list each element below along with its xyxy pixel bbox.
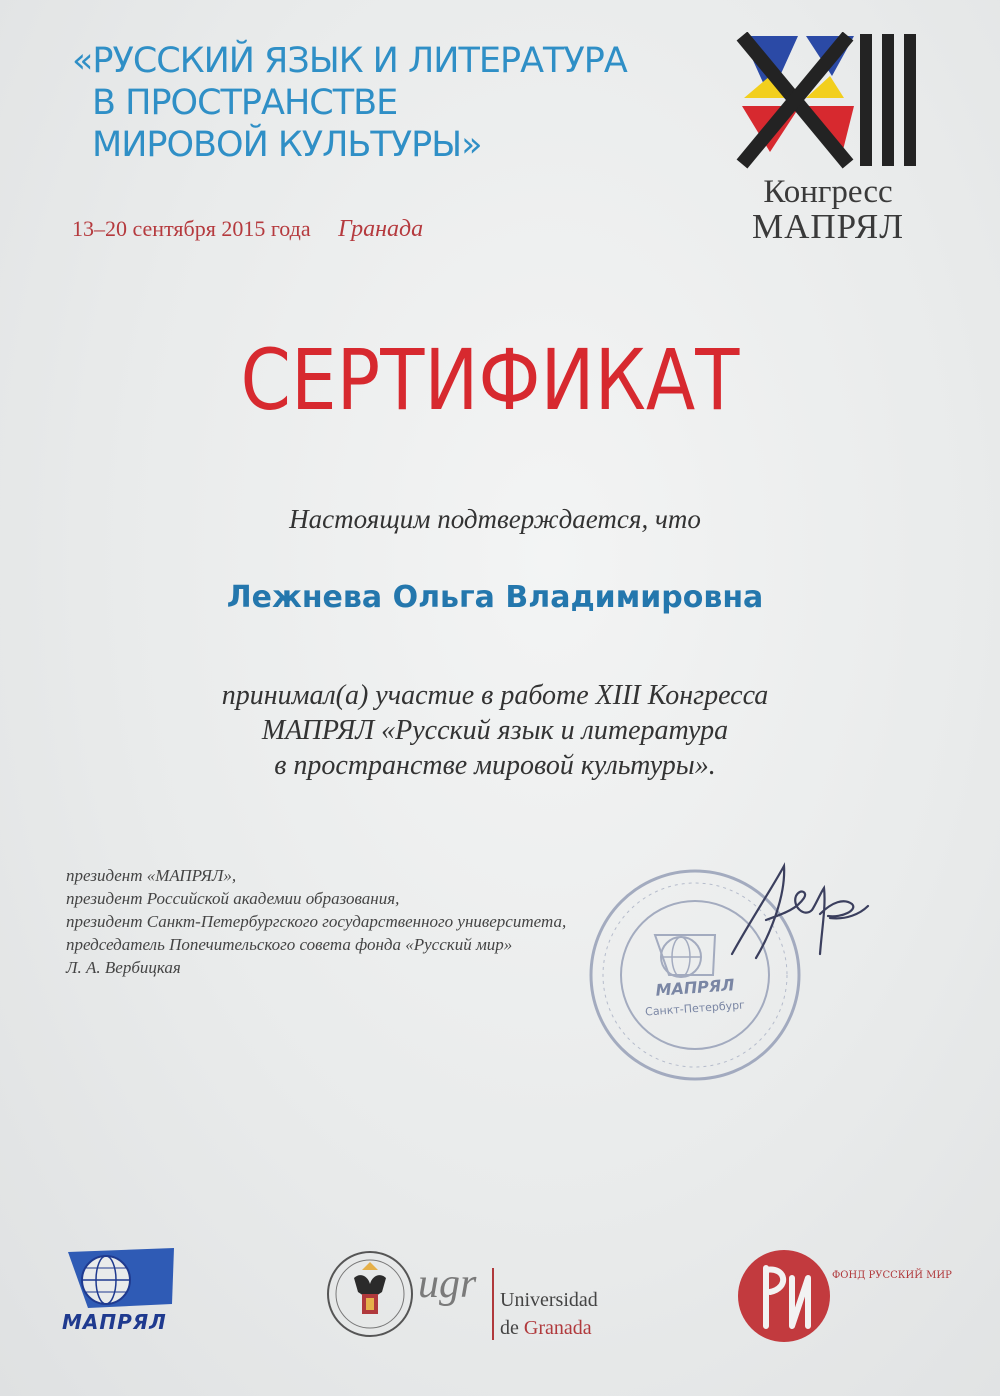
- signatory-line: Л. А. Вербицкая: [66, 958, 181, 977]
- logo-line-kongress: Конгресс: [763, 174, 893, 210]
- russky-mir-fund-logo-icon: [736, 1248, 832, 1344]
- seal-city: Санкт-Петербург: [644, 998, 746, 1019]
- congress-logo: [736, 32, 920, 246]
- university-crest-icon: [324, 1244, 416, 1344]
- body-line: принимал(а) участие в работе XIII Конгресса: [221, 680, 769, 711]
- event-dates-row: [72, 216, 423, 243]
- signatory-line: президент Российской академии образования,: [66, 889, 400, 908]
- signatory-line: председатель Попечительского совета фонда «Русский мир»: [66, 935, 513, 954]
- signatory-line: президент «МАПРЯЛ»,: [66, 866, 237, 885]
- emblem-bar: [904, 34, 916, 166]
- event-city: Гранада: [338, 216, 424, 242]
- certificate-body: [0, 678, 990, 783]
- certificate-title: СЕРТИФИКАТ: [240, 331, 740, 429]
- mapryal-globe-icon: [58, 1244, 178, 1314]
- certificate-intro: Настоящим подтверждается, что: [289, 504, 701, 534]
- event-dates: 13–20 сентября 2015 года: [72, 216, 311, 241]
- body-line: в пространстве мировой культуры».: [274, 750, 716, 781]
- seal-name: МАПРЯЛ: [654, 975, 736, 1000]
- congress-title: [72, 40, 627, 166]
- logo-line-mapryal: МАПРЯЛ: [751, 207, 904, 246]
- recipient-name: Лежнева Ольга Владимировна: [226, 580, 764, 615]
- xiii-emblem-icon: [736, 32, 920, 172]
- ugr-granada-line: [500, 1316, 592, 1340]
- handwritten-signature-icon: [712, 858, 872, 968]
- ugr-city-word: Granada: [523, 1317, 592, 1339]
- ugr-university-line: Universidad: [500, 1289, 598, 1311]
- mapryal-footer-logo: [58, 1244, 178, 1344]
- fund-name: ФОНД РУССКИЙ МИР: [832, 1270, 952, 1281]
- signatory-block: [66, 864, 566, 979]
- body-line: МАПРЯЛ «Русский язык и литература: [261, 715, 729, 746]
- ugr-de-word: de: [500, 1317, 519, 1339]
- emblem-bar: [882, 34, 894, 166]
- congress-title-line: В ПРОСТРАНСТВЕ: [92, 83, 398, 123]
- ugr-wordmark: ugr: [418, 1261, 477, 1307]
- signatory-line: президент Санкт-Петербургского государственного университета,: [66, 912, 567, 931]
- ugr-divider: [492, 1268, 494, 1340]
- mapryal-footer-label: МАПРЯЛ: [62, 1310, 167, 1334]
- congress-title-line: МИРОВОЙ КУЛЬТУРЫ»: [92, 125, 482, 165]
- congress-title-line: «РУССКИЙ ЯЗЫК И ЛИТЕРАТУРА: [72, 41, 627, 81]
- emblem-bar: [860, 34, 872, 166]
